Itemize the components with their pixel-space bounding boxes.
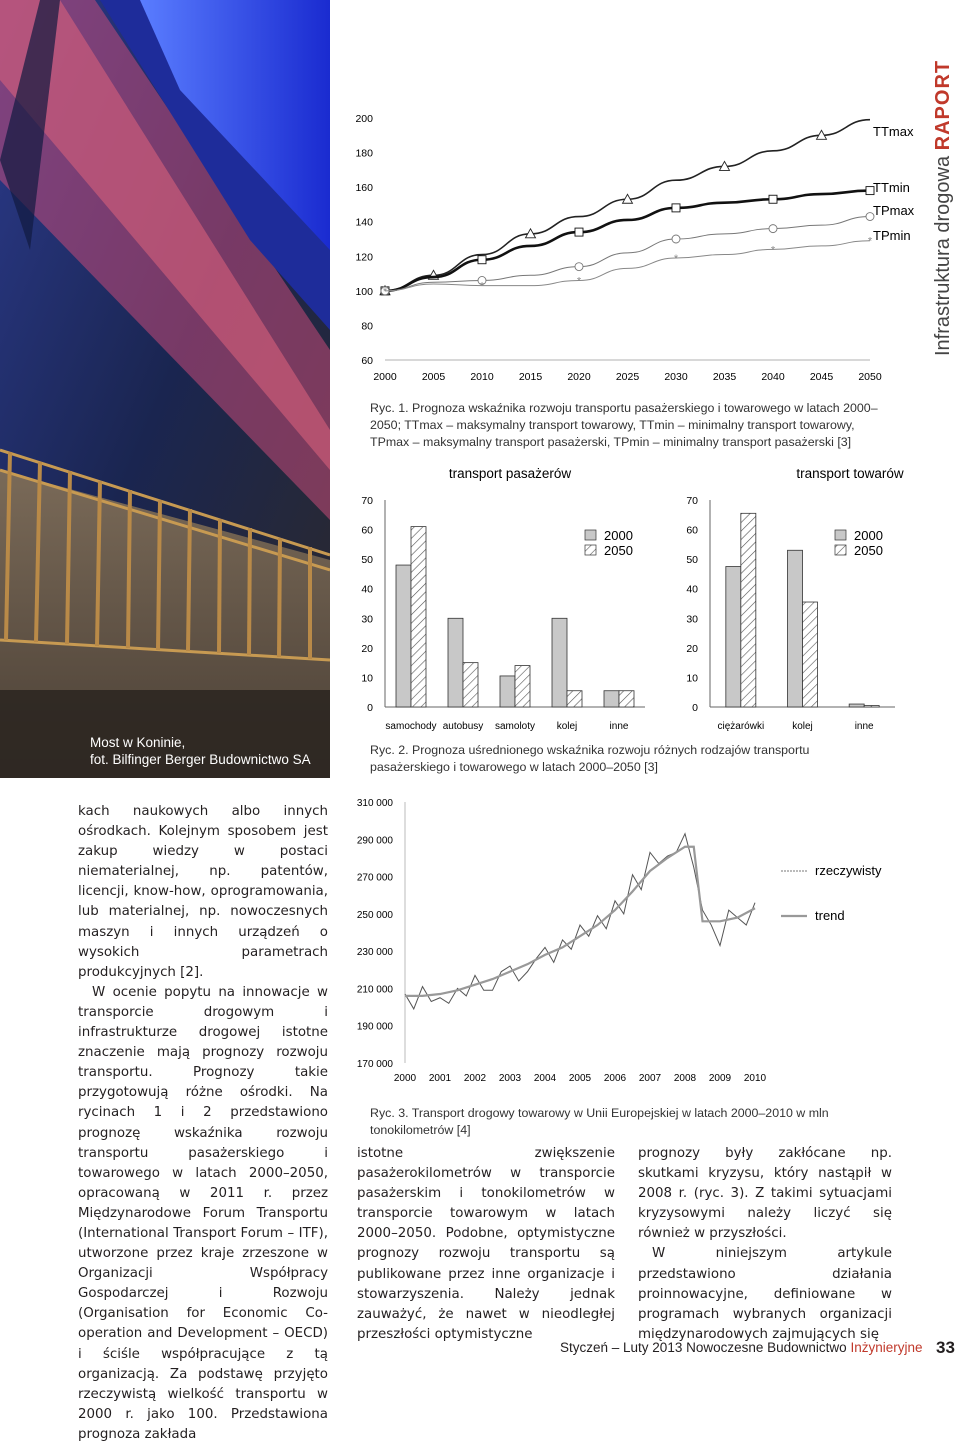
x-tick-label: 2008 — [673, 1073, 697, 1084]
series-label: TPmin — [873, 228, 911, 243]
series-label: TPmax — [873, 203, 915, 218]
bar-2000-kolej — [552, 618, 567, 707]
figure2-bar-charts — [345, 460, 920, 735]
article-column-1 — [78, 802, 328, 1445]
bar-2000-samoloty — [500, 676, 515, 707]
x-tick-label: 2020 — [567, 371, 591, 383]
data-point: * — [479, 280, 485, 293]
chart-title: transport towarów — [796, 466, 904, 481]
category-label: samoloty — [494, 721, 536, 732]
legend-label: 2050 — [604, 543, 633, 558]
y-tick-label: 210 000 — [356, 984, 393, 996]
series-label: TTmin — [873, 180, 910, 195]
bar-2050-samochody — [411, 527, 426, 707]
x-tick-label: 2010 — [470, 371, 494, 383]
data-point: * — [867, 235, 873, 248]
section-label: RAPORT — [932, 59, 954, 151]
category-label: kolej — [792, 721, 813, 732]
x-tick-label: 2006 — [603, 1073, 627, 1084]
bar-2000-inne — [604, 691, 619, 707]
photo-caption-credit: fot. Bilfinger Berger Budownictwo SA — [90, 752, 311, 767]
x-tick-label: 2030 — [664, 371, 688, 383]
y-tick-label: 30 — [361, 613, 373, 626]
category-label: samochody — [385, 721, 437, 732]
bar-2000-ciężarówki — [726, 567, 741, 707]
footer-magazine: Nowoczesne Budownictwo — [686, 1340, 847, 1355]
footer — [560, 1340, 923, 1355]
legend-swatch — [835, 545, 846, 555]
data-point — [672, 235, 680, 243]
x-tick-label: 2000 — [393, 1073, 417, 1084]
chart-title: transport pasażerów — [448, 466, 572, 481]
bar-2050-kolej — [567, 691, 582, 707]
article-paragraph: istotne zwiększenie pasażerokilometrów w transporcie pasażerskim i tonokilometrów w transporcie towarowym w latach 2000–2050. Podobne, optymistyczne prognozy rozwoju transportu są publikowane przez inne organizacje i stowarzyszenia. Należy jednak zauważyć, że nawet w nieodległej przeszłości optymistyczne — [357, 1146, 615, 1342]
data-point — [769, 225, 777, 233]
y-tick-label: 100 — [355, 285, 373, 298]
series-label: TTmax — [873, 124, 914, 139]
y-tick-label: 10 — [361, 672, 373, 685]
legend-label: 2050 — [854, 543, 883, 558]
y-tick-label: 70 — [686, 495, 698, 507]
figure3-caption: Ryc. 3. Transport drogowy towarowy w Unii Europejskiej w latach 2000–2010 w mln tonokilometrów [4] — [370, 1106, 829, 1137]
figure3-line-chart — [345, 790, 905, 1090]
x-tick-label: 2007 — [638, 1073, 662, 1084]
series-line-TTmax — [385, 120, 870, 291]
article-paragraph: W niniejszym artykule przedstawiono działania proinnowacyjne, definiowane w programach wybranych organizacji międzynarodowych zajmujących się — [638, 1246, 892, 1342]
y-tick-label: 310 000 — [356, 798, 393, 809]
x-tick-label: 2010 — [743, 1073, 767, 1084]
x-tick-label: 2001 — [428, 1073, 452, 1084]
data-point: * — [770, 244, 776, 257]
x-tick-label: 2004 — [533, 1073, 557, 1084]
bar-2050-inne — [864, 706, 879, 707]
article-paragraph: kach naukowych albo innych ośrodkach. Kolejnym sposobem jest zakup wiedzy w postaci niematerialnej, np. patentów, licencji, know-how, oprogramowania, lub materialnej, np. nowoczesnych maszyn i innych urządzeń o wysokich parametrach produkcyjnych [2]. — [78, 804, 328, 980]
data-point: * — [576, 275, 582, 288]
data-point — [575, 228, 583, 236]
y-tick-label: 200 — [355, 113, 373, 125]
y-tick-label: 20 — [686, 642, 698, 655]
y-tick-label: 60 — [361, 355, 373, 367]
article-column-2 — [357, 1144, 615, 1345]
x-tick-label: 2000 — [373, 371, 397, 383]
bar-2050-samoloty — [515, 666, 530, 707]
y-tick-label: 250 000 — [356, 909, 393, 921]
legend-label: trend — [815, 908, 845, 923]
bar-2050-ciężarówki — [741, 513, 756, 707]
article-paragraph: W ocenie popytu na innowacje w transporcie drogowym i infrastrukturze drogowej istotne znaczenie mają prognozy rozwoju transportu. Prognozy takie przygotowują różne ośrodki. Na rycinach 1 i 2 przedstawiono prognozę wskaźnika rozwoju transportu pasażerskiego i towarowego w latach 2000–2050, opracowaną w 2011 r. przez Międzynarodowe Forum Transportu (International Transport Forum – ITF), utworzone przez kraje zrzeszone w Organizacji Współpracy Gospodarczej i Rozwoju (Organisation for Economic Co-operation and Development – OECD) i ściśle współpracujące z tą organizacją. Za podstawę przyjęto rzeczywistą wielkość transportu w 2000 r. jako 100. Przedstawiona prognoza zakłada — [78, 984, 328, 1442]
y-tick-label: 0 — [367, 702, 373, 714]
y-tick-label: 20 — [361, 642, 373, 655]
y-tick-label: 170 000 — [356, 1059, 393, 1070]
figure1-caption: Ryc. 1. Prognoza wskaźnika rozwoju transportu pasażerskiego i towarowego w latach 2000–2050; TTmax – maksymalny transport towarowy, TTmin – minimalny transport towarowy, TPmax – maksymalny transport pasażerski, TPmin – minimalny transport pasażerski [3] — [370, 401, 878, 449]
x-tick-label: 2009 — [708, 1073, 732, 1084]
x-tick-label: 2005 — [421, 371, 446, 383]
y-tick-label: 140 — [355, 216, 373, 229]
x-tick-label: 2002 — [463, 1073, 487, 1084]
x-tick-label: 2045 — [809, 371, 834, 383]
data-point — [769, 195, 777, 203]
y-tick-label: 160 — [355, 182, 373, 195]
figure1-line-chart — [345, 100, 925, 390]
x-tick-label: 2003 — [498, 1073, 522, 1084]
y-tick-label: 230 000 — [356, 947, 393, 959]
y-tick-label: 60 — [686, 524, 698, 537]
section-title: Infrastruktura drogowa — [932, 155, 954, 356]
y-tick-label: 180 — [355, 147, 373, 160]
x-tick-label: 2050 — [858, 371, 882, 383]
x-tick-label: 2005 — [568, 1073, 592, 1084]
y-tick-label: 50 — [686, 554, 698, 567]
legend-label: 2000 — [604, 528, 633, 543]
category-label: ciężarówki — [717, 721, 765, 732]
y-tick-label: 0 — [692, 702, 698, 714]
section-header — [928, 16, 958, 356]
data-point: * — [382, 285, 388, 298]
y-tick-label: 70 — [361, 495, 373, 507]
x-tick-label: 2025 — [615, 371, 640, 383]
legend-swatch — [835, 530, 846, 540]
x-tick-label: 2035 — [712, 371, 737, 383]
y-tick-label: 60 — [361, 524, 373, 537]
bar-2000-autobusy — [448, 618, 463, 707]
y-tick-label: 40 — [686, 583, 698, 596]
series-line-TPmax — [385, 217, 870, 291]
category-label: inne — [609, 721, 629, 732]
footer-magazine-accent: Inżynieryjne — [850, 1340, 923, 1355]
article-paragraph: prognozy były zakłócane np. skutkami kryzysu, który nastąpił w 2008 r. (ryc. 3). Z takimi sytuacjami kryzysowymi należy liczyć się również w przyszłości. — [638, 1146, 892, 1242]
bridge-photo — [0, 0, 330, 778]
y-tick-label: 290 000 — [356, 835, 393, 847]
bar-2000-kolej — [788, 550, 803, 707]
footer-issue: Styczeń – Luty 2013 — [560, 1340, 683, 1355]
bar-2050-inne — [619, 691, 634, 707]
category-label: inne — [854, 721, 874, 732]
data-point — [478, 256, 486, 264]
photo-caption — [90, 734, 311, 768]
x-tick-label: 2015 — [518, 371, 543, 383]
bar-2050-kolej — [803, 602, 818, 707]
series-line-TTmin — [385, 191, 870, 291]
article-column-3 — [638, 1144, 892, 1345]
legend-label: 2000 — [854, 528, 883, 543]
legend-swatch — [585, 530, 596, 540]
y-tick-label: 30 — [686, 613, 698, 626]
data-point — [575, 263, 583, 271]
y-tick-label: 190 000 — [356, 1021, 393, 1033]
y-tick-label: 270 000 — [356, 872, 393, 884]
page-number: 33 — [936, 1338, 955, 1357]
y-tick-label: 40 — [361, 583, 373, 596]
legend-swatch — [585, 545, 596, 555]
series-line-trend — [405, 847, 755, 996]
y-tick-label: 120 — [355, 251, 373, 264]
legend-label: rzeczywisty — [815, 863, 882, 878]
category-label: autobusy — [442, 721, 484, 732]
data-point: * — [673, 253, 679, 266]
bar-2000-inne — [849, 704, 864, 707]
photo-caption-title: Most w Koninie, — [90, 735, 186, 750]
data-point — [672, 204, 680, 212]
figure2-caption: Ryc. 2. Prognoza uśrednionego wskaźnika rozwoju różnych rodzajów transportu pasażerskiego i towarowego w latach 2000–2050 [3] — [370, 743, 810, 774]
bar-2050-autobusy — [463, 663, 478, 707]
bar-2000-samochody — [396, 565, 411, 707]
x-tick-label: 2040 — [761, 371, 785, 383]
y-tick-label: 50 — [361, 554, 373, 567]
category-label: kolej — [556, 721, 578, 732]
y-tick-label: 80 — [361, 320, 373, 333]
y-tick-label: 10 — [686, 672, 698, 685]
